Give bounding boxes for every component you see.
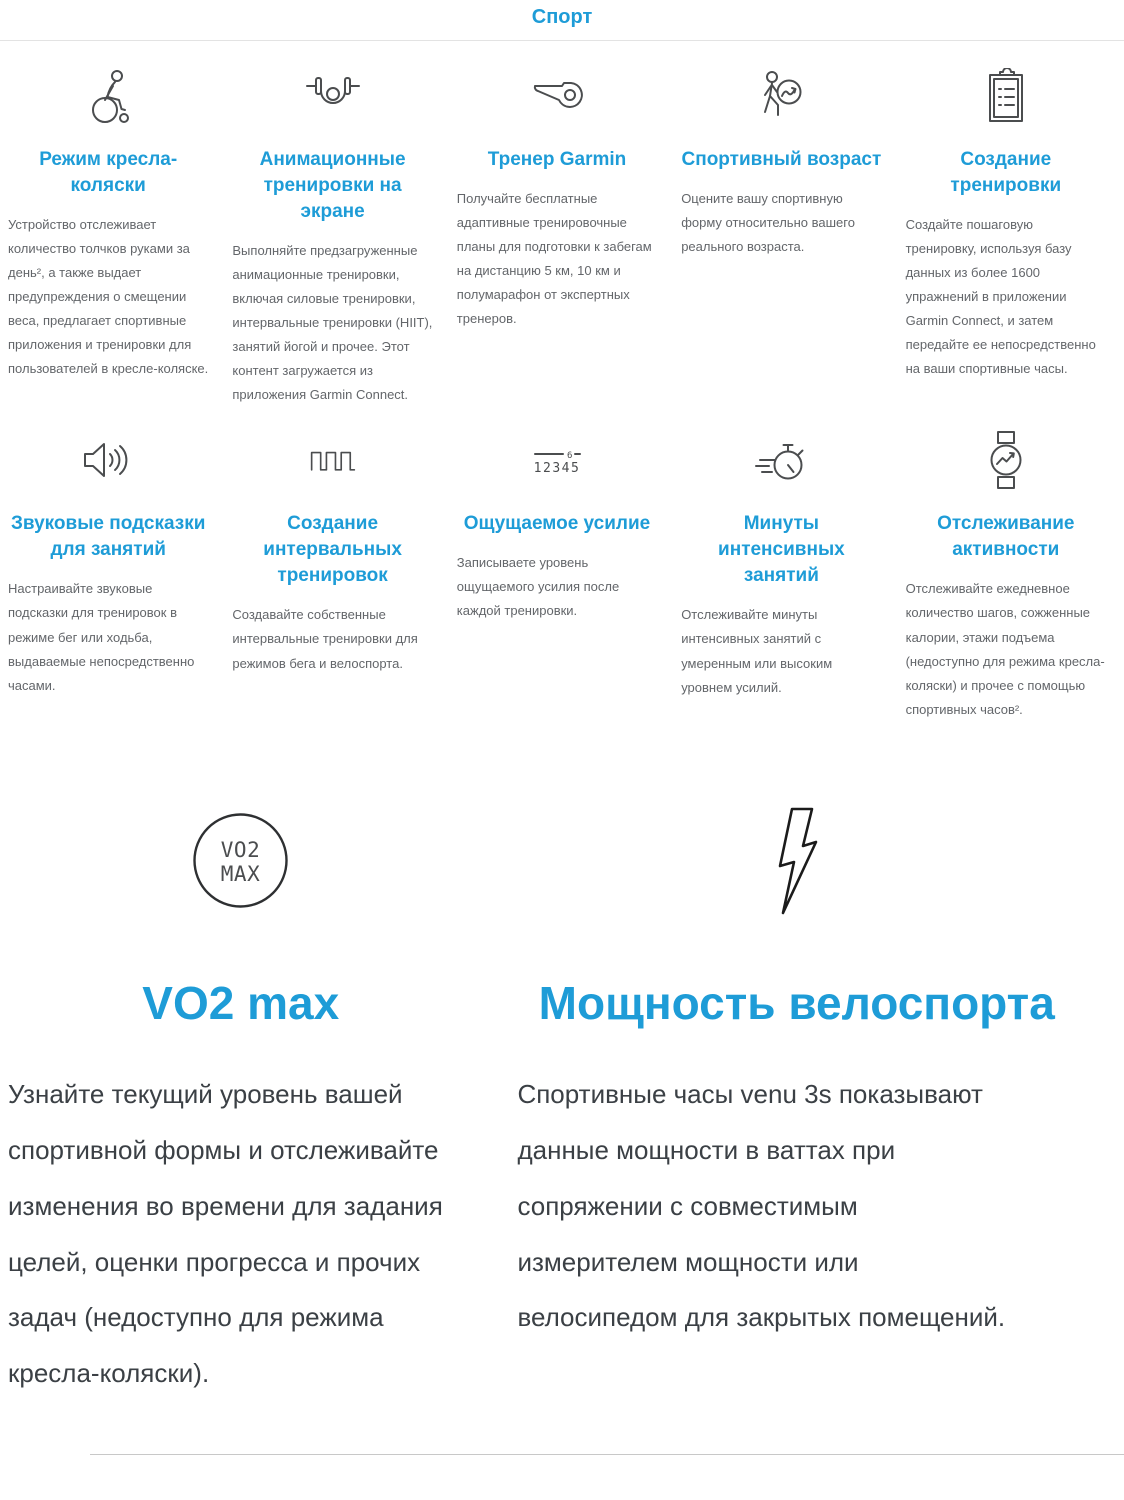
feature-card — [457, 429, 657, 721]
highlight-description: Узнайте текущий уровень вашей спортивной формы и отслеживайте изменения во времени для задания целей, оценки прогресса и прочих задач (недоступно для режима кресла-коляски). — [8, 1078, 443, 1389]
feature-title: Ощущаемое усилие — [463, 513, 651, 535]
feature-description: Отслеживайте ежедневное количество шагов, сожженные калории, этажи подъема (недоступно для режима кресла-коляски) и прочее с помощью спортивных часов². — [905, 581, 1105, 717]
feature-title: Отслеживание активности — [937, 513, 1075, 561]
feature-title: Создание тренировки — [950, 149, 1062, 197]
feature-card — [8, 65, 208, 407]
whistle-icon — [530, 65, 584, 127]
svg-text:VO2: VO2 — [221, 838, 261, 863]
feature-description: Настраивайте звуковые подсказки для тренировок в режиме бег или ходьба, выдаваемые непосредственно часами. — [8, 581, 195, 693]
feature-title: Режим кресла-коляски — [39, 149, 178, 197]
feature-title: Звуковые подсказки для занятий — [10, 513, 206, 561]
feature-description: Устройство отслеживает количество толчков руками за день², а также выдает предупреждения о смещении веса, предлагает спортивные приложения и тренировки для пользователей в кресле-коляске. — [8, 217, 209, 377]
wheelchair-icon — [84, 65, 132, 127]
odometer-icon — [531, 429, 583, 491]
lightning-icon — [768, 802, 826, 920]
feature-description: Создавайте собственные интервальные тренировки для режимов бега и велоспорта. — [232, 607, 418, 671]
highlight-title: Мощность велоспорта — [538, 976, 1055, 1029]
interval-wave-icon — [310, 429, 356, 491]
feature-description: Отслеживайте минуты интенсивных занятий с умеренным или высоким уровнем усилий. — [681, 607, 833, 695]
activity-watch-icon — [984, 429, 1028, 491]
speaker-icon — [82, 429, 134, 491]
highlight-card — [517, 802, 1076, 1403]
features-grid — [0, 41, 1124, 722]
feature-description: Записываете уровень ощущаемого усилия после каждой тренировки. — [456, 555, 620, 619]
feature-description: Создайте пошаговую тренировку, используя базу данных из более 1600 упражнений в приложении Garmin Connect, и затем передайте ее непосредственно на ваши спортивные часы. — [905, 217, 1096, 377]
section-tab-sport[interactable]: Спорт — [531, 6, 593, 28]
highlights-section — [0, 802, 1124, 1403]
feature-card — [681, 429, 881, 721]
svg-text:6: 6 — [566, 451, 573, 462]
feature-card — [681, 65, 881, 407]
feature-card — [457, 65, 657, 407]
section-divider — [90, 1454, 1124, 1455]
barbell-workout-icon — [305, 65, 361, 127]
highlight-card — [8, 802, 473, 1403]
section-nav-bar — [0, 0, 1124, 41]
feature-description: Выполняйте предзагруженные анимационные тренировки, включая силовые тренировки, интервальные тренировки (HIIT), занятий йогой и прочее. Этот контент загружается из приложения Garmin Connect. — [232, 243, 433, 403]
stopwatch-icon — [753, 429, 809, 491]
svg-text:12345: 12345 — [533, 461, 581, 477]
feature-title: Тренер Garmin — [487, 149, 627, 170]
highlight-title: VO2 max — [142, 976, 340, 1029]
feature-title: Спортивный возраст — [681, 149, 882, 170]
fitness-age-icon — [756, 65, 806, 127]
feature-title: Создание интервальных тренировок — [263, 513, 402, 587]
feature-card — [232, 429, 432, 721]
feature-title: Минуты интенсивных занятий — [718, 513, 845, 587]
vo2max-circle-icon — [192, 802, 289, 920]
feature-description: Оцените вашу спортивную форму относительно вашего реального возраста. — [681, 191, 855, 255]
feature-card — [906, 65, 1106, 407]
feature-card — [232, 65, 432, 407]
feature-card — [906, 429, 1106, 721]
highlight-description: Спортивные часы venu 3s показывают данные мощности в ваттах при сопряжении с совместимым измерителем мощности или велосипедом для закрытых помещений. — [517, 1078, 1006, 1333]
clipboard-icon — [983, 65, 1029, 127]
svg-text:MAX: MAX — [221, 862, 261, 887]
feature-card — [8, 429, 208, 721]
feature-title: Анимационные тренировки на экране — [259, 149, 406, 223]
feature-description: Получайте бесплатные адаптивные тренировочные планы для подготовки к забегам на дистанцию 5 км, 10 км и полумарафон от экспертных тренеров. — [456, 191, 652, 327]
